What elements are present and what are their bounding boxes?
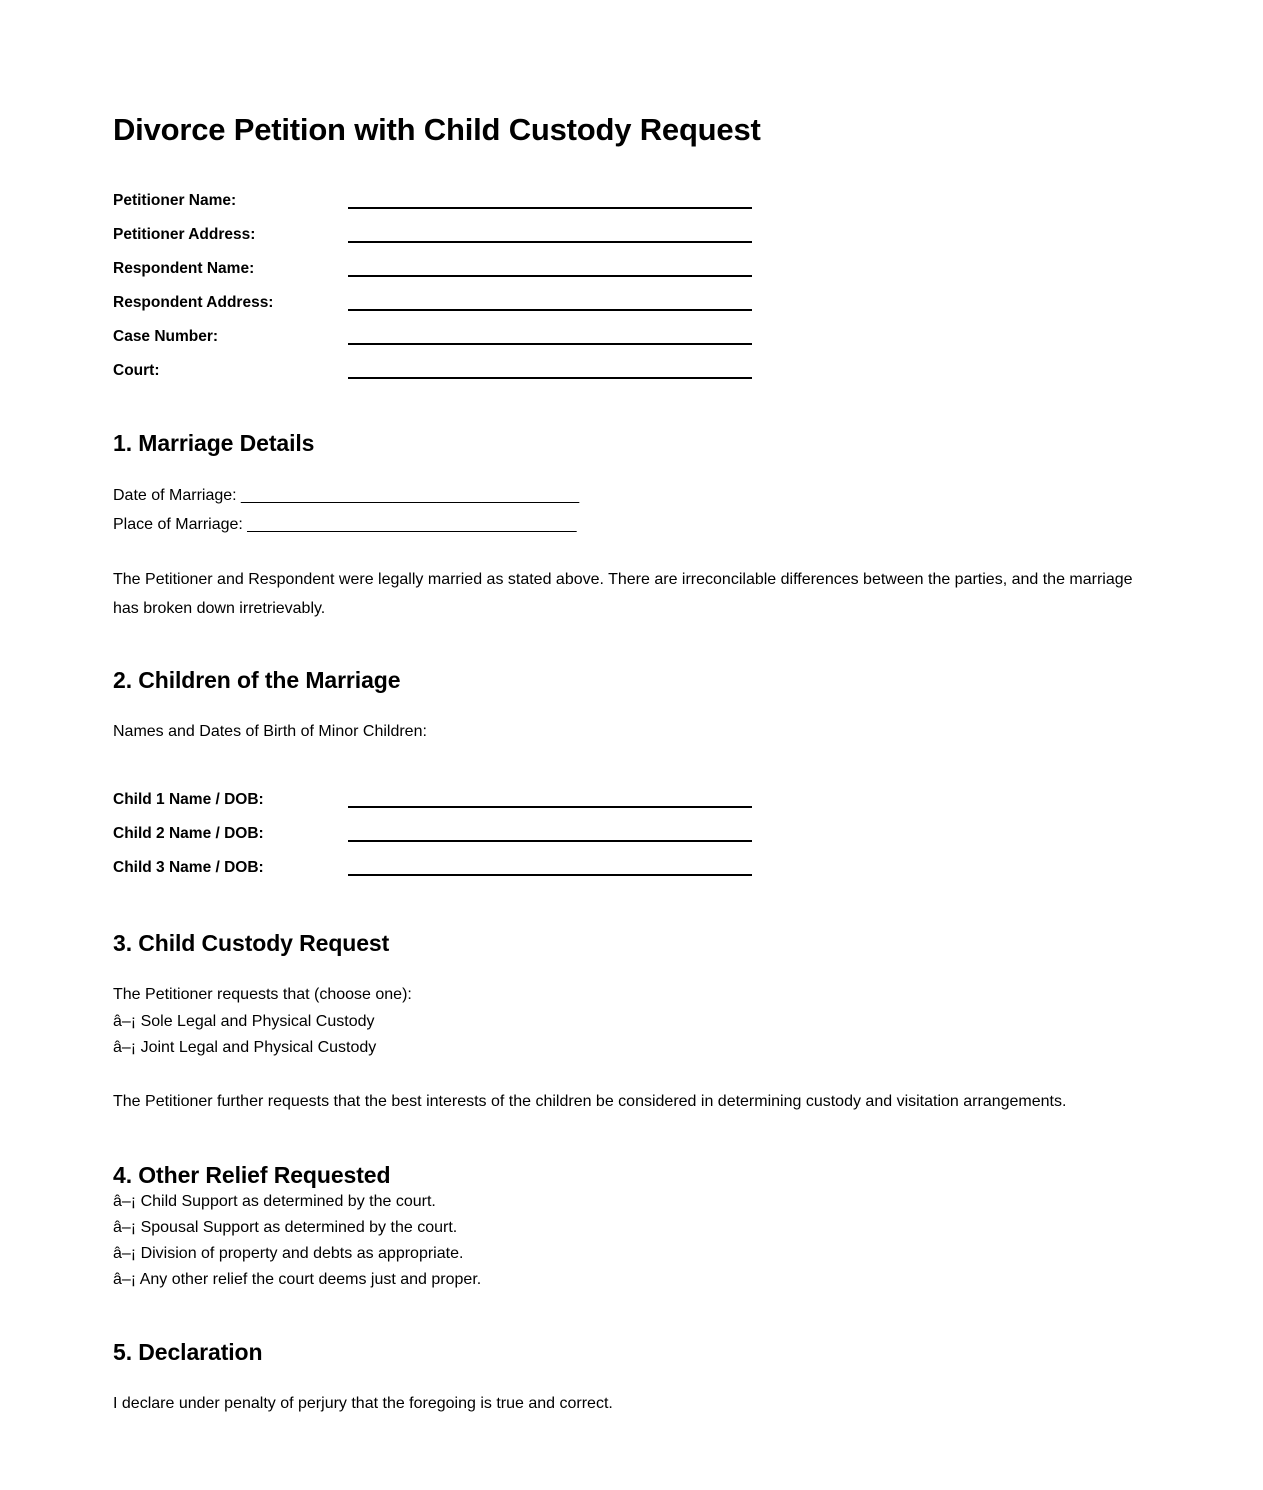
relief-item-child-support-label: Child Support as determined by the court. <box>136 1192 436 1210</box>
section-heading-children: 2. Children of the Marriage <box>113 666 401 693</box>
marriage-date-fields <box>113 481 1133 539</box>
respondent-name-label: Respondent Name: <box>113 260 255 278</box>
section-heading-custody: 3. Child Custody Request <box>113 929 390 956</box>
declaration-text: I declare under penalty of perjury that the foregoing is true and correct. <box>113 1395 613 1413</box>
marriage-details-paragraph: The Petitioner and Respondent were legally married as stated above. There are irreconcilable differences between the parties, and the marriage has broken down irretrievably. <box>113 570 1133 617</box>
petitioner-address-input-rule[interactable] <box>348 241 752 243</box>
court-label: Court: <box>113 362 160 380</box>
section-heading-declaration: 5. Declaration <box>113 1338 263 1365</box>
relief-item-other-label: Any other relief the court deems just and proper. <box>136 1270 482 1288</box>
custody-option-joint[interactable] <box>113 1035 1133 1061</box>
respondent-address-input-rule[interactable] <box>348 309 752 311</box>
relief-item-property-division-label: Division of property and debts as appropriate. <box>136 1244 464 1262</box>
field-row-respondent-address <box>113 285 1133 319</box>
section-heading-marriage-details: 1. Marriage Details <box>113 430 315 457</box>
court-input-rule[interactable] <box>348 377 752 379</box>
checkbox-icon[interactable]: â–¡ <box>113 1244 137 1262</box>
custody-option-sole[interactable] <box>113 1009 1133 1035</box>
document-content <box>113 0 1133 1418</box>
relief-item-property-division[interactable] <box>113 1241 1133 1267</box>
field-row-child-3 <box>113 850 1133 884</box>
child-3-input-rule[interactable] <box>348 874 752 876</box>
child-1-input-rule[interactable] <box>348 806 752 808</box>
relief-item-other[interactable] <box>113 1267 1133 1293</box>
field-row-court <box>113 353 1133 387</box>
relief-item-child-support[interactable] <box>113 1189 1133 1215</box>
custody-option-sole-label: Sole Legal and Physical Custody <box>136 1013 375 1031</box>
petitioner-name-input-rule[interactable] <box>348 207 752 209</box>
relief-item-spousal-support-label: Spousal Support as determined by the court. <box>136 1218 458 1236</box>
relief-item-spousal-support[interactable] <box>113 1215 1133 1241</box>
case-number-input-rule[interactable] <box>348 343 752 345</box>
checkbox-icon[interactable]: â–¡ <box>113 1013 137 1031</box>
checkbox-icon[interactable]: â–¡ <box>113 1192 137 1210</box>
petitioner-address-label: Petitioner Address: <box>113 226 256 244</box>
page-title: Divorce Petition with Child Custody Request <box>113 112 761 147</box>
checkbox-icon[interactable]: â–¡ <box>113 1270 137 1288</box>
children-intro-text: Names and Dates of Birth of Minor Children: <box>113 722 427 740</box>
checkbox-icon[interactable]: â–¡ <box>113 1218 137 1236</box>
respondent-address-label: Respondent Address: <box>113 294 274 312</box>
custody-intro-text: The Petitioner requests that (choose one): <box>113 986 412 1004</box>
children-fields <box>113 782 1133 884</box>
other-relief-list <box>113 1189 1133 1293</box>
respondent-name-input-rule[interactable] <box>348 275 752 277</box>
child-2-input-rule[interactable] <box>348 840 752 842</box>
child-3-label: Child 3 Name / DOB: <box>113 858 264 876</box>
header-fields <box>113 183 1133 387</box>
custody-option-joint-label: Joint Legal and Physical Custody <box>136 1039 377 1057</box>
section-heading-other-relief: 4. Other Relief Requested <box>113 1162 391 1189</box>
custody-option-list <box>113 1009 1133 1061</box>
field-row-child-1 <box>113 782 1133 816</box>
field-row-child-2 <box>113 816 1133 850</box>
child-1-label: Child 1 Name / DOB: <box>113 790 264 808</box>
petitioner-name-label: Petitioner Name: <box>113 192 237 210</box>
date-of-marriage-field[interactable]: Date of Marriage: ______________________________________ <box>113 486 580 504</box>
custody-closing-paragraph: The Petitioner further requests that the best interests of the children be considered in determining custody and visitation arrangements. <box>113 1093 1067 1111</box>
field-row-case-number <box>113 319 1133 353</box>
place-of-marriage-field[interactable]: Place of Marriage: _____________________________________ <box>113 515 577 533</box>
checkbox-icon[interactable]: â–¡ <box>113 1039 137 1057</box>
field-row-respondent-name <box>113 251 1133 285</box>
field-row-petitioner-name <box>113 183 1133 217</box>
field-row-petitioner-address <box>113 217 1133 251</box>
child-2-label: Child 2 Name / DOB: <box>113 824 264 842</box>
case-number-label: Case Number: <box>113 328 219 346</box>
